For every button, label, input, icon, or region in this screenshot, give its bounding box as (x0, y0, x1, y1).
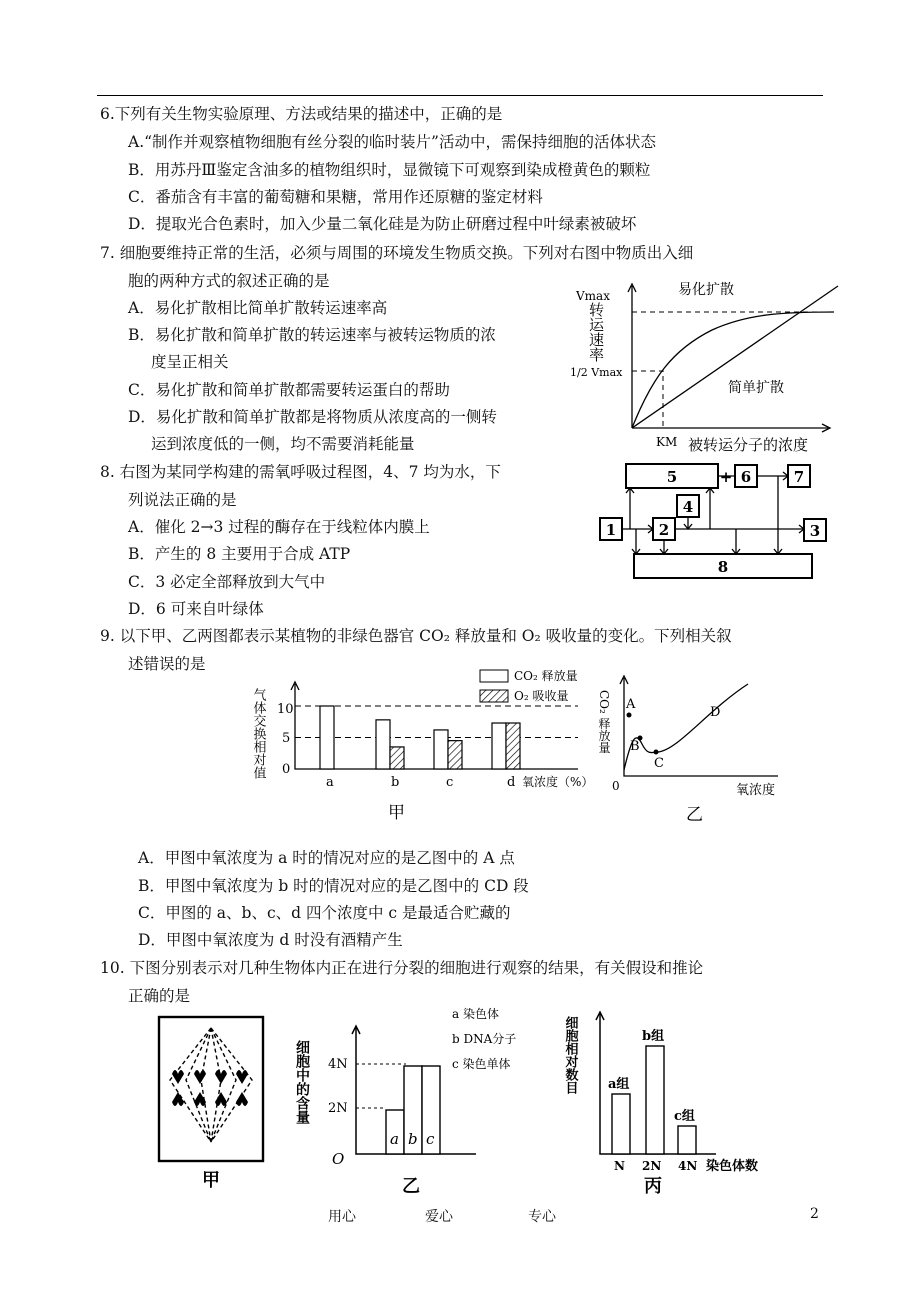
legend-o2-swatch (480, 690, 508, 702)
cell-count-bar-chart (562, 1008, 790, 1198)
transport-rate-graph (572, 268, 840, 458)
legend-b: b DNA分子 (452, 1032, 517, 1046)
q8-stem-line2: 列说法正确的是 (128, 491, 237, 509)
co2-curve (624, 684, 748, 770)
chromosomes (172, 1070, 248, 1106)
y-axis-label: 转运速率 (587, 302, 605, 362)
bar-label-c: c (426, 1130, 435, 1148)
legend-a: a 染色体 (452, 1007, 499, 1021)
y-tick-5: 5 (282, 731, 291, 746)
footer-yongxin: 用心 (328, 1209, 356, 1225)
point-c-label: C (654, 756, 664, 771)
y-tick-4n: 4N (328, 1057, 348, 1072)
q6-option-b: B．用苏丹Ⅲ鉴定含油多的植物组织时，显微镜下可观察到染成橙黄色的颗粒 (128, 161, 651, 179)
legend-c: c 染色单体 (452, 1057, 511, 1071)
y-tick-0: 0 (282, 762, 291, 777)
q7-stem-line2: 胞的两种方式的叙述正确的是 (128, 272, 330, 290)
bar-4N (678, 1126, 696, 1154)
x-tick-2n: 2N (642, 1159, 662, 1173)
q6-option-c: C．番茄含有丰富的葡萄糖和果糖，常用作还原糖的鉴定材料 (128, 188, 543, 206)
x-tick-n: N (614, 1159, 625, 1173)
y-axis-label: 细胞中的含量 (294, 1040, 310, 1124)
axes (624, 678, 778, 776)
q9-option-b: B．甲图中氧浓度为 b 时的情况对应的是乙图中的 CD 段 (138, 877, 529, 895)
km-label: KM (656, 435, 678, 449)
x-axis-label: 氧浓度 (736, 783, 776, 798)
origin-label: 0 (612, 779, 620, 793)
figure-caption-yi: 乙 (402, 1176, 420, 1197)
aerobic-respiration-diagram (590, 458, 830, 586)
y-axis-label: 细胞相对数目 (562, 1016, 578, 1094)
figure-caption-yi: 乙 (686, 805, 703, 825)
q6-stem: 6.下列有关生物实验原理、方法或结果的描述中，正确的是 (100, 105, 503, 123)
label-2: 2 (658, 521, 670, 539)
q10-stem-line1: 10. 下图分别表示对几种生物体内正在进行分裂的细胞进行观察的结果，有关假设和推论 (100, 959, 704, 977)
footer-zhuanxin: 专心 (528, 1209, 556, 1225)
q9-option-a: A．甲图中氧浓度为 a 时的情况对应的是乙图中的 A 点 (138, 849, 515, 867)
group-label-1: b组 (642, 1029, 665, 1044)
dna-chromosome-bar-chart (296, 1006, 546, 1196)
y-tick-2n: 2N (328, 1101, 348, 1116)
y-axis-label: 气体交换相对值 (250, 688, 266, 779)
footer-aixin: 爱心 (425, 1209, 453, 1225)
x-axis-label: 被转运分子的浓度 (688, 436, 809, 454)
q7-option-c: C．易化扩散和简单扩散都需要转运蛋白的帮助 (128, 381, 450, 399)
q7-stem-line1: 7. 细胞要维持正常的生活，必须与周围的环境发生物质交换。下列对右图中物质出入细 (100, 244, 694, 262)
q7-option-a: A．易化扩散相比简单扩散转运速率高 (128, 299, 388, 317)
point-a-label: A (626, 697, 636, 712)
x-axis-label: 氧浓度（%） (522, 775, 594, 789)
figure-caption-jia: 甲 (202, 1170, 220, 1191)
legend-co2-label: CO₂ 释放量 (514, 669, 578, 683)
vmax-label: Vmax (576, 289, 610, 303)
label-7: 7 (793, 468, 805, 486)
q7-option-d-line1: D．易化扩散和简单扩散都是将物质从浓度高的一侧转 (128, 408, 497, 426)
o2-bar-c (448, 741, 462, 769)
bar-N (612, 1094, 630, 1154)
label-8: 8 (717, 558, 729, 576)
q9-option-c: C．甲图的 a、b、c、d 四个浓度中 c 是最适合贮藏的 (138, 904, 511, 922)
label-6: 6 (740, 468, 752, 486)
origin-label: O (332, 1150, 345, 1168)
q10-stem-line2: 正确的是 (128, 987, 191, 1005)
legend-co2-swatch (480, 670, 508, 682)
cell-division-figure (156, 1014, 266, 1194)
point-c (654, 750, 659, 755)
q8-stem-line1: 8. 右图为某同学构建的需氧呼吸过程图，4、7 均为水，下 (100, 463, 501, 481)
group-label-0: a组 (608, 1077, 630, 1092)
q6-option-a: A.“制作并观察植物细胞有丝分裂的临时装片”活动中，需保持细胞的活体状态 (128, 133, 656, 151)
x-tick-b: b (391, 775, 400, 790)
q7-option-b-line1: B．易化扩散和简单扩散的转运速率与被转运物质的浓 (128, 326, 496, 344)
reference-lines (356, 1064, 406, 1108)
co2-bar-a (320, 706, 334, 769)
y-axis-label: CO₂ 释放量 (597, 690, 611, 754)
plus-sign: + (719, 468, 733, 486)
x-tick-c: c (446, 775, 454, 790)
half-vmax-label: 1/2 Vmax (570, 366, 623, 379)
header-rule (97, 95, 823, 96)
label-4: 4 (682, 498, 694, 516)
point-a (627, 713, 632, 718)
q8-option-a: A．催化 2→3 过程的酶存在于线粒体内膜上 (128, 518, 430, 536)
x-axis-label: 染色体数 (706, 1159, 759, 1174)
q6-option-d: D．提取光合色素时，加入少量二氧化硅是为防止研磨过程中叶绿素被破坏 (128, 215, 637, 233)
q9-stem-line1: 9. 以下甲、乙两图都表示某植物的非绿色器官 CO₂ 释放量和 O₂ 吸收量的变化。下列相关叙 (100, 627, 732, 645)
q7-option-d-line2: 运到浓度低的一侧，均不需要消耗能量 (151, 435, 415, 453)
legend-o2-label: O₂ 吸收量 (514, 689, 569, 703)
y-tick-10: 10 (277, 702, 294, 717)
figure-caption-jia: 甲 (388, 803, 405, 823)
q8-option-d: D．6 可来自叶绿体 (128, 600, 264, 618)
facilitated-diffusion-label: 易化扩散 (678, 282, 734, 298)
point-d-label: D (710, 705, 721, 720)
bar-label-a: a (390, 1130, 399, 1148)
bar-2N (646, 1046, 664, 1154)
gas-exchange-bar-chart (248, 666, 608, 826)
figure-caption-bing: 丙 (644, 1176, 662, 1197)
o2-bar-b (390, 747, 404, 769)
label-3: 3 (809, 522, 821, 540)
q7-option-b-line2: 度呈正相关 (151, 353, 229, 371)
half-vmax-dashed-line (632, 371, 663, 428)
spindle-fibers (170, 1028, 252, 1142)
co2-bar-d (492, 723, 506, 769)
x-tick-4n: 4N (678, 1159, 698, 1173)
q9-stem-line2: 述错误的是 (128, 655, 206, 673)
point-b-label: B (630, 739, 640, 754)
label-1: 1 (605, 521, 617, 539)
q9-option-d: D．甲图中氧浓度为 d 时没有酒精产生 (138, 931, 403, 949)
page-number: 2 (810, 1206, 819, 1222)
q8-option-b: B．产生的 8 主要用于合成 ATP (128, 545, 351, 563)
co2-bar-b (376, 720, 390, 769)
q8-option-c: C．3 必定全部释放到大气中 (128, 573, 326, 591)
label-5: 5 (666, 468, 678, 486)
x-tick-a: a (326, 775, 334, 790)
facilitated-diffusion-curve (632, 312, 834, 428)
co2-bar-c (434, 730, 448, 769)
simple-diffusion-label: 简单扩散 (728, 380, 784, 396)
bar-label-b: b (408, 1130, 418, 1148)
co2-release-curve (598, 670, 794, 826)
group-label-2: c组 (674, 1109, 695, 1124)
o2-bar-d (506, 723, 520, 769)
x-tick-d: d (507, 775, 516, 790)
